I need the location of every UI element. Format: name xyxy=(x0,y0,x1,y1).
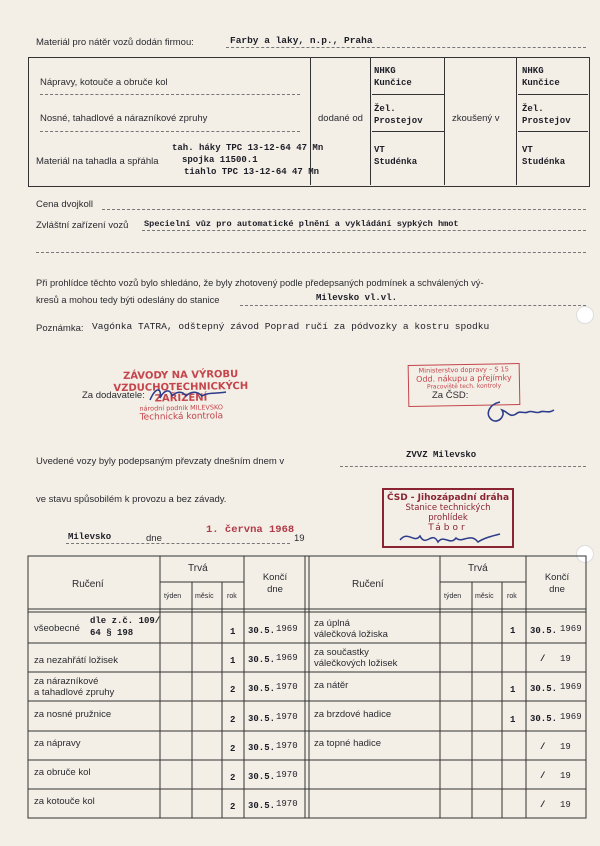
tested-value: NHKG Kunčice xyxy=(522,66,560,88)
stamp-signature xyxy=(396,526,506,556)
warranty-left-year: 1969 xyxy=(276,624,298,634)
warranty-right-label: za úplná válečková ložiska xyxy=(314,618,388,641)
material-extra-line: tah. háky TPC 13-12-64 47 Mn xyxy=(172,143,324,153)
note-value: Vagónka TATRA, odštepný závod Poprad ručí za pódvozky a kostru spodku xyxy=(92,321,490,332)
warranty-left-date: 30.5. xyxy=(248,626,276,636)
place-value: Milevsko xyxy=(68,532,112,542)
warranty-right-rok: 1 xyxy=(510,715,516,725)
punch-hole-top xyxy=(576,306,594,324)
warranty-left-label: za nárazníkové a tahadlové zpruhy xyxy=(34,676,115,699)
inspection-text-2: kresů a mohou tedy býti odeslány do stanice xyxy=(36,295,220,305)
csd-signature xyxy=(482,396,562,430)
price-label: Cena dvojkoll xyxy=(36,199,94,210)
warranty-right-year: 1969 xyxy=(560,624,582,634)
delivered-value: NHKG Kunčice xyxy=(374,66,412,88)
trva-header-left: Trvá xyxy=(188,563,208,574)
warranty-right-date: / xyxy=(540,742,546,752)
warranty-right-year: 19 xyxy=(560,654,571,664)
warranty-left-extra: dle z.č. 109/ 64 § 198 xyxy=(90,616,161,638)
material-row-label: Nápravy, kotouče a obruče kol xyxy=(40,77,168,88)
warranty-left-year: 1970 xyxy=(276,770,298,780)
state-text: ve stavu spůsobilém k provozu a bez závady. xyxy=(36,494,227,505)
date-label: dne xyxy=(146,533,162,544)
warranty-left-rok: 1 xyxy=(230,627,236,637)
warranty-left-label: za obruče kol xyxy=(34,767,91,778)
mesic-header-right: měsíc xyxy=(475,593,494,600)
warranty-left-year: 1969 xyxy=(276,653,298,663)
rok-header-right: rok xyxy=(507,593,517,600)
warranty-right-rok: 1 xyxy=(510,685,516,695)
csd-signature-label: Za ČSD: xyxy=(432,390,469,401)
material-extra-line: tiahlo TPC 13-12-64 47 Mn xyxy=(184,167,320,177)
tested-value: VT Studénka xyxy=(522,145,566,167)
warranty-left-date: 30.5. xyxy=(248,801,276,811)
delivered-value: Žel. Prostejov xyxy=(374,104,423,126)
special-value: Specielní vůz pro automatické plnění a vykládání sypkých hmot xyxy=(144,219,459,229)
warranty-left-year: 1970 xyxy=(276,712,298,722)
year-prefix: 19 xyxy=(294,533,305,544)
supplier-signature-label: Za dodavatele: xyxy=(82,390,145,401)
taken-over-place: ZVVZ Milevsko xyxy=(406,450,477,460)
warranty-right-label: za součastky válečkových ložisek xyxy=(314,647,398,670)
warranty-right-date: 30.5. xyxy=(530,714,558,724)
warranty-right-rok: 1 xyxy=(510,626,516,636)
warranty-left-label: za kotouče kol xyxy=(34,796,95,807)
supplier-signature xyxy=(146,382,236,408)
warranty-left-label: za nosné pružnice xyxy=(34,709,112,720)
warranty-left-rok: 2 xyxy=(230,685,236,695)
warranty-right-year: 19 xyxy=(560,771,571,781)
warranty-right-label: za nátěr xyxy=(314,680,349,691)
material-row-label: Materiál na tahadla a spřáhla xyxy=(36,156,159,167)
date-value: 1. června 1968 xyxy=(206,524,295,536)
mesic-header-left: měsíc xyxy=(195,593,214,600)
warranty-left-date: 30.5. xyxy=(248,655,276,665)
warranty-left-label: za nezahřátí ložisek xyxy=(34,655,118,666)
warranty-right-year: 1969 xyxy=(560,712,582,722)
ruceni-header-right: Ručení xyxy=(352,579,384,590)
inspection-text-1: Při prohlídce těchto vozů bylo shledáno, že byly zhotovený podle předepsaných podmínek a schválených vý- xyxy=(36,278,484,288)
warranty-right-label: za brzdové hadice xyxy=(314,709,392,720)
warranty-left-rok: 2 xyxy=(230,773,236,783)
warranty-left-label: všeobecné xyxy=(34,623,80,634)
warranty-right-year: 1969 xyxy=(560,682,582,692)
warranty-left-date: 30.5. xyxy=(248,714,276,724)
warranty-left-rok: 2 xyxy=(230,715,236,725)
ruceni-header-left: Ručení xyxy=(72,579,104,590)
konci-header-left: Končí dne xyxy=(262,572,288,596)
warranty-left-year: 1970 xyxy=(276,682,298,692)
warranty-left-date: 30.5. xyxy=(248,684,276,694)
tyden-header-left: týden xyxy=(164,593,182,600)
taken-over-text: Uvedené vozy byly podepsaným převzaty dnešním dnem v xyxy=(36,456,285,467)
supplier-value: Farby a laky, n.p., Praha xyxy=(230,35,373,46)
warranty-right-date: / xyxy=(540,771,546,781)
warranty-left-year: 1970 xyxy=(276,799,298,809)
delivered-value: VT Studénka xyxy=(374,145,418,167)
warranty-left-rok: 1 xyxy=(230,656,236,666)
material-extra-line: spojka 11500.1 xyxy=(182,155,258,165)
csd-stamp: ČSD - Jihozápadní dráha Stanice technických prohlídek Tábor xyxy=(382,488,514,548)
ministry-stamp: Ministerstvo dopravy – S 15 Odd. nákupu a přejímky Pracoviště tech. kontroly xyxy=(408,363,521,407)
warranty-right-label: za topné hadice xyxy=(314,738,382,749)
station-value: Milevsko vl.vl. xyxy=(316,293,398,303)
tested-value: Žel. Prostejov xyxy=(522,104,571,126)
warranty-right-date: 30.5. xyxy=(530,684,558,694)
delivered-label: dodané od xyxy=(318,113,363,124)
warranty-left-year: 1970 xyxy=(276,741,298,751)
warranty-right-year: 19 xyxy=(560,742,571,752)
warranty-right-year: 19 xyxy=(560,800,571,810)
konci-header-right: Končí dne xyxy=(544,572,570,596)
tyden-header-right: týden xyxy=(444,593,462,600)
tested-label: zkoušený v xyxy=(452,113,500,124)
supplier-label: Materiál pro nátěr vozů dodán firmou: xyxy=(36,37,194,48)
rok-header-left: rok xyxy=(227,593,237,600)
warranty-left-label: za nápravy xyxy=(34,738,81,749)
factory-stamp: ZÁVODY NA VÝROBU VZDUCHOTECHNICKÝCH ZAŘÍZENÍ národní podnik MILEVSKO Technická kontrola xyxy=(113,368,249,423)
warranty-left-rok: 2 xyxy=(230,802,236,812)
warranty-left-date: 30.5. xyxy=(248,772,276,782)
trva-header-right: Trvá xyxy=(468,563,488,574)
warranty-left-date: 30.5. xyxy=(248,743,276,753)
material-row-label: Nosné, tahadlové a nárazníkové zpruhy xyxy=(40,113,208,124)
special-label: Zvláštní zařízení vozů xyxy=(36,220,129,231)
warranty-left-rok: 2 xyxy=(230,744,236,754)
warranty-right-date: 30.5. xyxy=(530,626,558,636)
warranty-right-date: / xyxy=(540,800,546,810)
note-label: Poznámka: xyxy=(36,323,84,334)
punch-hole-bottom xyxy=(576,545,594,563)
warranty-right-date: / xyxy=(540,654,546,664)
